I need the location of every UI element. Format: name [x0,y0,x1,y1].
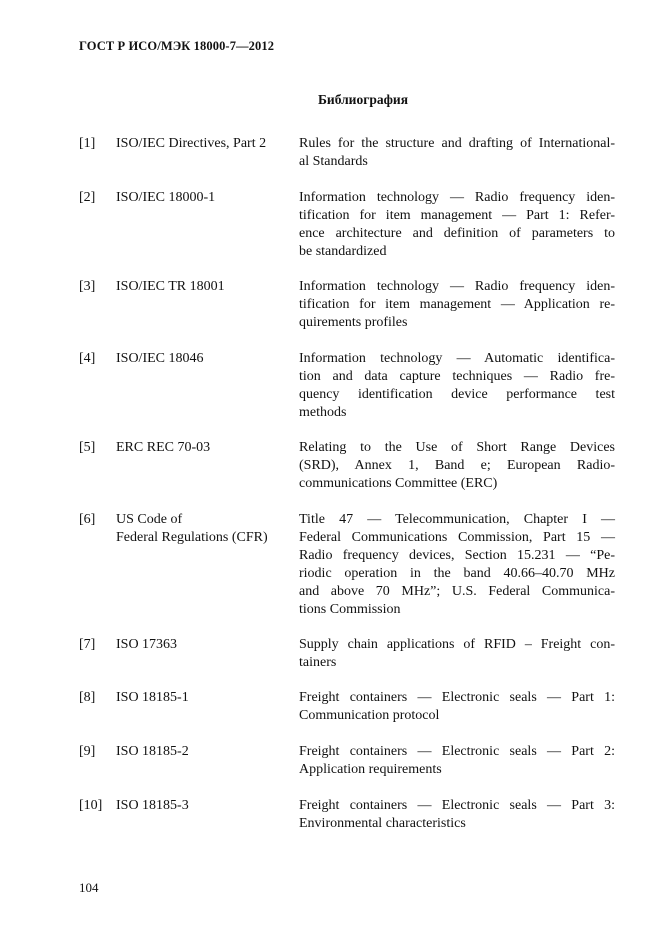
description-line: Federal Communications Commission, Part 15 — [299,530,615,545]
entry-number: [3] [79,279,96,294]
description-line: Supply chain applications of RFID – Freight con- [299,637,615,652]
entry-number: [7] [79,637,96,652]
entry-reference [116,350,296,368]
entry-reference [116,135,296,153]
description-line: Information technology — Automatic identifica- [299,351,615,366]
entry-reference [116,189,296,207]
description-line: methods [299,405,347,420]
description-line: quirements profiles [299,315,408,330]
description-line: tainers [299,655,337,670]
reference-line: ISO 18185-3 [116,798,189,813]
entry-description [299,135,615,171]
reference-line: ISO 18185-2 [116,744,189,759]
description-line: Freight containers — Electronic seals — Part 3: [299,798,615,813]
entry-reference [116,689,296,707]
reference-line: ISO/IEC 18000-1 [116,190,216,205]
entry-reference [116,636,296,654]
entry-reference [116,439,296,457]
bibliography-title: Библиография [317,92,409,107]
entry-description [299,797,615,833]
entry-reference [116,743,296,761]
reference-line: ISO 17363 [116,637,178,652]
reference-line: ISO/IEC Directives, Part 2 [116,136,267,151]
description-line: Relating to the Use of Short Range Devices [299,440,615,455]
description-line: Freight containers — Electronic seals — Part 2: [299,744,615,759]
reference-line: ERC REC 70-03 [116,440,211,455]
description-line: Information technology — Radio frequency iden- [299,190,615,205]
entry-reference [116,511,296,547]
entry-description [299,636,615,672]
description-line: Title 47 — Telecommunication, Chapter I — [299,512,615,527]
description-line: tion and data capture techniques — Radio fre- [299,369,615,384]
entry-description [299,689,615,725]
description-line: communications Committee (ERC) [299,476,498,491]
entry-number: [10] [79,798,103,813]
reference-line: ISO/IEC 18046 [116,351,204,366]
description-line: Rules for the structure and drafting of International- [299,136,615,151]
entry-number: [2] [79,190,96,205]
entry-description [299,350,615,422]
entry-description [299,743,615,779]
entry-number: [5] [79,440,96,455]
entry-description [299,189,615,261]
entry-number: [8] [79,690,96,705]
description-line: ence architecture and definition of parameters to [299,226,615,241]
entry-reference [116,797,296,815]
reference-line: ISO 18185-1 [116,690,189,705]
entry-number: [1] [79,136,96,151]
reference-line: Federal Regulations (CFR) [116,530,268,545]
document-header: ГОСТ Р ИСО/МЭК 18000-7—2012 [79,39,275,53]
entry-number: [6] [79,512,96,527]
entry-reference [116,278,296,296]
entry-number: [4] [79,351,96,366]
entry-description [299,278,615,332]
description-line: Radio frequency devices, Section 15.231 — “Pe- [299,548,615,563]
reference-line: ISO/IEC TR 18001 [116,279,225,294]
description-line: Information technology — Radio frequency iden- [299,279,615,294]
description-line: Application requirements [299,762,442,777]
description-line: tions Commission [299,602,401,617]
entry-number: [9] [79,744,96,759]
description-line: and above 70 MHz”; U.S. Federal Communica- [299,584,615,599]
description-line: riodic operation in the band 40.66–40.70 MHz [299,566,615,581]
description-line: tification for item management — Part 1: Refer- [299,208,615,223]
description-line: tification for item management — Application re- [299,297,615,312]
reference-line: US Code of [116,512,183,527]
description-line: quency identification device performance test [299,387,615,402]
entry-description [299,511,615,619]
description-line: (SRD), Annex 1, Band e; European Radio- [299,458,615,473]
description-line: al Standards [299,154,368,169]
description-line: Communication protocol [299,708,440,723]
description-line: Freight containers — Electronic seals — Part 1: [299,690,615,705]
entry-description [299,439,615,493]
description-line: be standardized [299,244,387,259]
page-number: 104 [79,880,99,895]
description-line: Environmental characteristics [299,816,466,831]
